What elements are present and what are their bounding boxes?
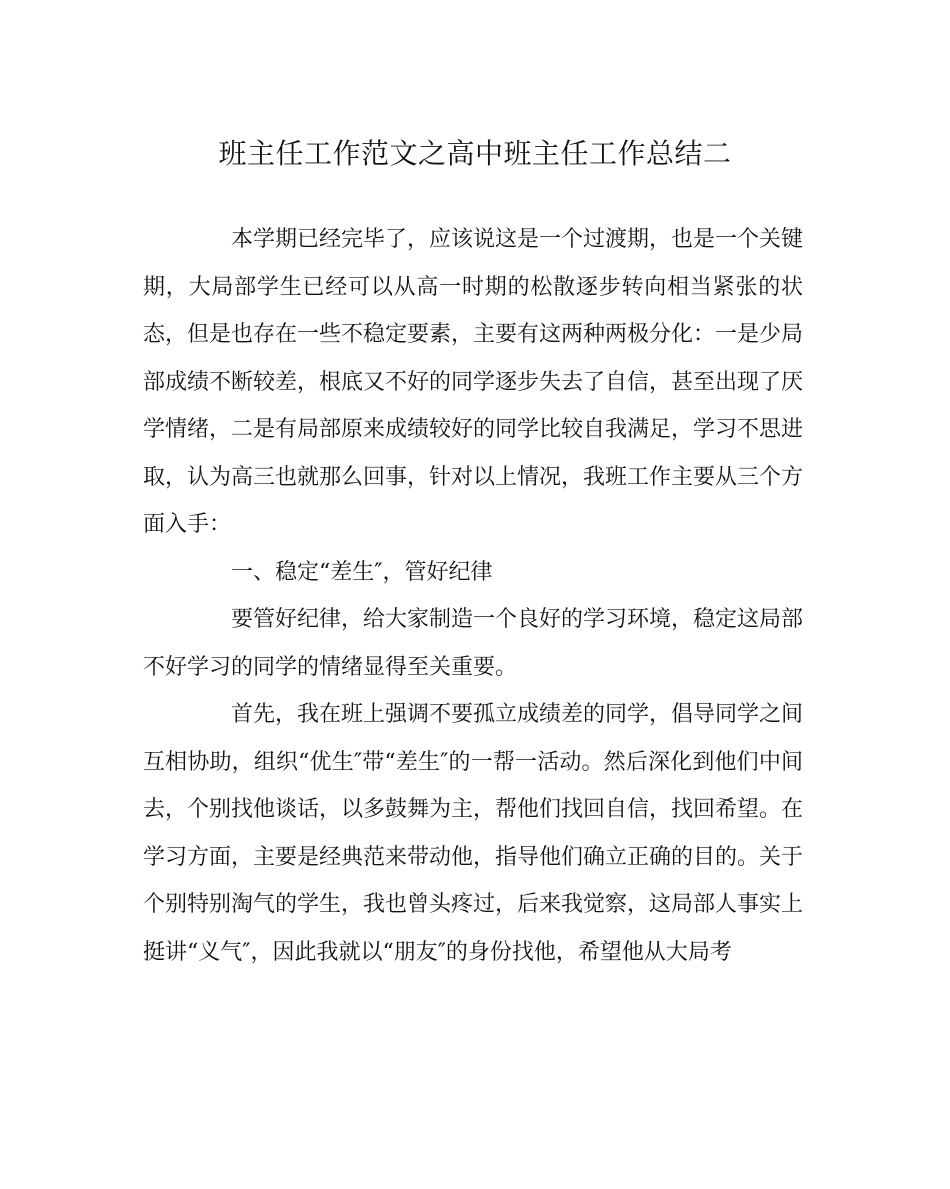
paragraph-intro: 本学期已经完毕了，应该说这是一个过渡期，也是一个关键期，大局部学生已经可以从高一时期的松散逐步转向相当紧张的状态，但是也存在一些不稳定要素，主要有这两种两极分化：一是少局部成绩不断较差，根底又不好的同学逐步失去了自信，甚至出现了厌学情绪，二是有局部原来成绩较好的同学比较自我满足，学习不思进取，认为高三也就那么回事，针对以上情况，我班工作主要从三个方面入手： [143, 227, 804, 537]
document-body [143, 216, 803, 976]
section-heading-1: 一、稳定“差生″，管好纪律 [231, 559, 493, 585]
paragraph-discipline: 要管好纪律，给大家制造一个良好的学习环境，稳定这局部不好学习的同学的情绪显得至关重要。 [143, 607, 804, 680]
document-title: 班主任工作范文之高中班主任工作总结二 [218, 137, 732, 170]
paragraph-first-steps: 首先，我在班上强调不要孤立成绩差的同学，倡导同学之间互相协助，组织“优生″带“差生″的一帮一活动。然后深化到他们中间去，个别找他谈话，以多鼓舞为主，帮他们找回自信，找回希望。在学习方面，主要是经典范来带动他，指导他们确立正确的目的。关于个别特别淘气的学生，我也曾头疼过，后来我觉察，这局部人事实上挺讲“义气″，因此我就以“朋友″的身份找他，希望他从大局考 [143, 702, 804, 965]
